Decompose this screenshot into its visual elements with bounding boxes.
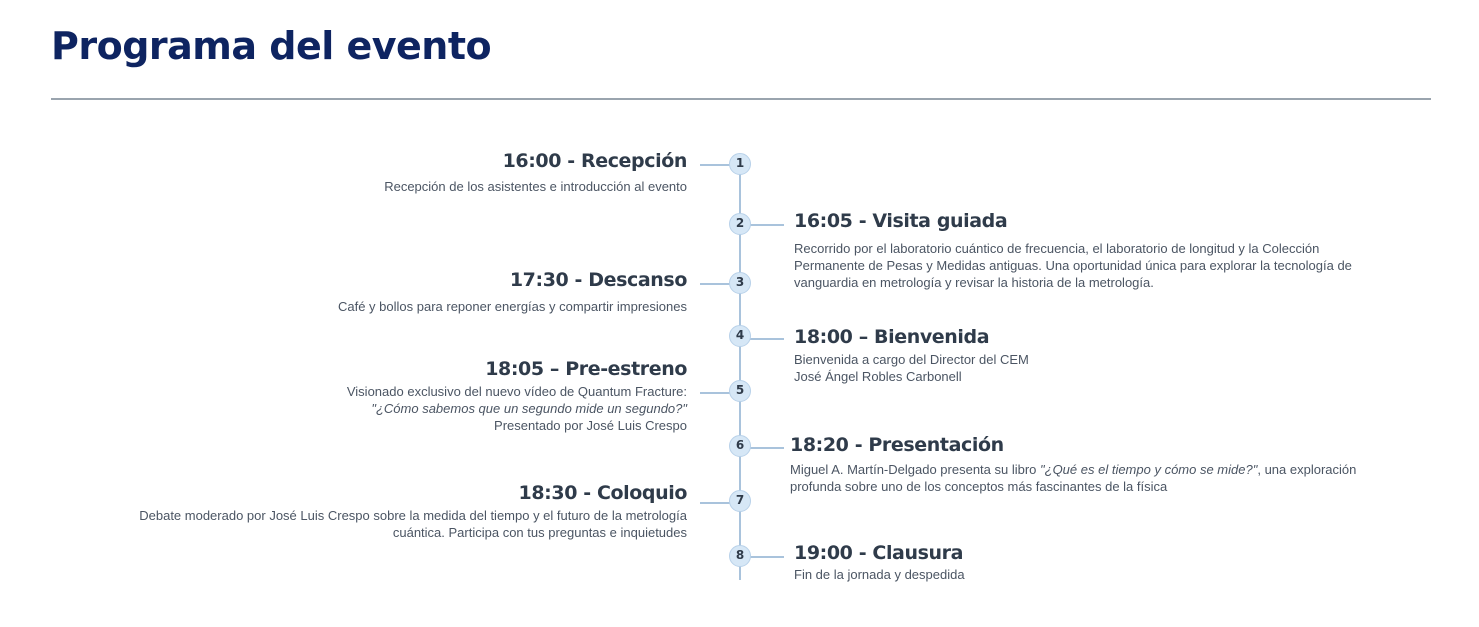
- event-description: [347, 383, 687, 434]
- event-heading: 17:30 - Descanso: [509, 269, 687, 291]
- step-badge-1: 1: [729, 153, 751, 175]
- connector: [750, 556, 784, 558]
- event-recepcion: [384, 150, 687, 195]
- connector: [750, 447, 784, 449]
- event-visita-guiada: [794, 210, 1352, 291]
- description-line: José Ángel Robles Carbonell: [794, 369, 962, 384]
- step-badge-5: 5: [729, 380, 751, 402]
- event-description: [794, 240, 1352, 291]
- connector: [700, 283, 730, 285]
- event-presentacion: [790, 434, 1356, 495]
- event-description: Fin de la jornada y despedida: [794, 567, 965, 582]
- description-line: Debate moderado por José Luis Crespo sobre la medida del tiempo y el futuro de la metrología: [139, 508, 687, 523]
- event-description: [139, 507, 687, 541]
- connector: [750, 338, 784, 340]
- event-description: [790, 461, 1356, 495]
- video-title: "¿Cómo sabemos que un segundo mide un segundo?": [371, 401, 687, 416]
- event-heading: 18:30 - Coloquio: [518, 482, 687, 504]
- connector: [700, 164, 730, 166]
- event-bienvenida: [794, 326, 1029, 385]
- event-description: Café y bollos para reponer energías y compartir impresiones: [337, 299, 687, 314]
- page-title: Programa del evento: [51, 24, 492, 68]
- description-line: vanguardia en metrología y revisar la historia de la metrología.: [794, 275, 1154, 290]
- title-divider: [51, 98, 1431, 100]
- step-badge-8: 8: [729, 545, 751, 567]
- step-badge-2: 2: [729, 213, 751, 235]
- connector: [700, 392, 730, 394]
- description-text: Miguel A. Martín-Delgado presenta su libro: [790, 462, 1041, 477]
- book-title: "¿Qué es el tiempo y cómo se mide?": [1040, 462, 1258, 477]
- description-line: cuántica. Participa con tus preguntas e inquietudes: [392, 525, 687, 540]
- step-badge-4: 4: [729, 325, 751, 347]
- event-description: Recepción de los asistentes e introducción al evento: [384, 179, 687, 194]
- event-clausura: [794, 542, 965, 583]
- event-coloquio: [139, 482, 687, 541]
- connector: [700, 502, 730, 504]
- event-pre-estreno: [347, 358, 687, 434]
- description-line: Visionado exclusivo del nuevo vídeo de Quantum Fracture:: [346, 384, 687, 399]
- connector: [750, 224, 784, 226]
- event-heading: 16:05 - Visita guiada: [794, 210, 1008, 232]
- description-text: , una exploración: [1257, 462, 1357, 477]
- step-badge-3: 3: [729, 272, 751, 294]
- event-description: [794, 351, 1029, 385]
- description-line: Bienvenida a cargo del Director del CEM: [794, 352, 1029, 367]
- step-badge-6: 6: [729, 435, 751, 457]
- description-line: profunda sobre uno de los conceptos más fascinantes de la física: [790, 479, 1168, 494]
- description-line: Permanente de Pesas y Medidas antiguas. Una oportunidad única para explorar la tecnología de: [794, 258, 1352, 273]
- step-badge-7: 7: [729, 490, 751, 512]
- event-heading: 18:05 – Pre-estreno: [485, 358, 687, 380]
- description-line: Presentado por José Luis Crespo: [494, 418, 687, 433]
- event-heading: 18:00 – Bienvenida: [794, 326, 990, 348]
- event-descanso: [338, 269, 687, 315]
- event-heading: 16:00 - Recepción: [502, 150, 687, 172]
- description-line: Recorrido por el laboratorio cuántico de frecuencia, el laboratorio de longitud y la Colección: [794, 241, 1320, 256]
- event-heading: 19:00 - Clausura: [794, 542, 964, 564]
- event-heading: 18:20 - Presentación: [790, 434, 1004, 456]
